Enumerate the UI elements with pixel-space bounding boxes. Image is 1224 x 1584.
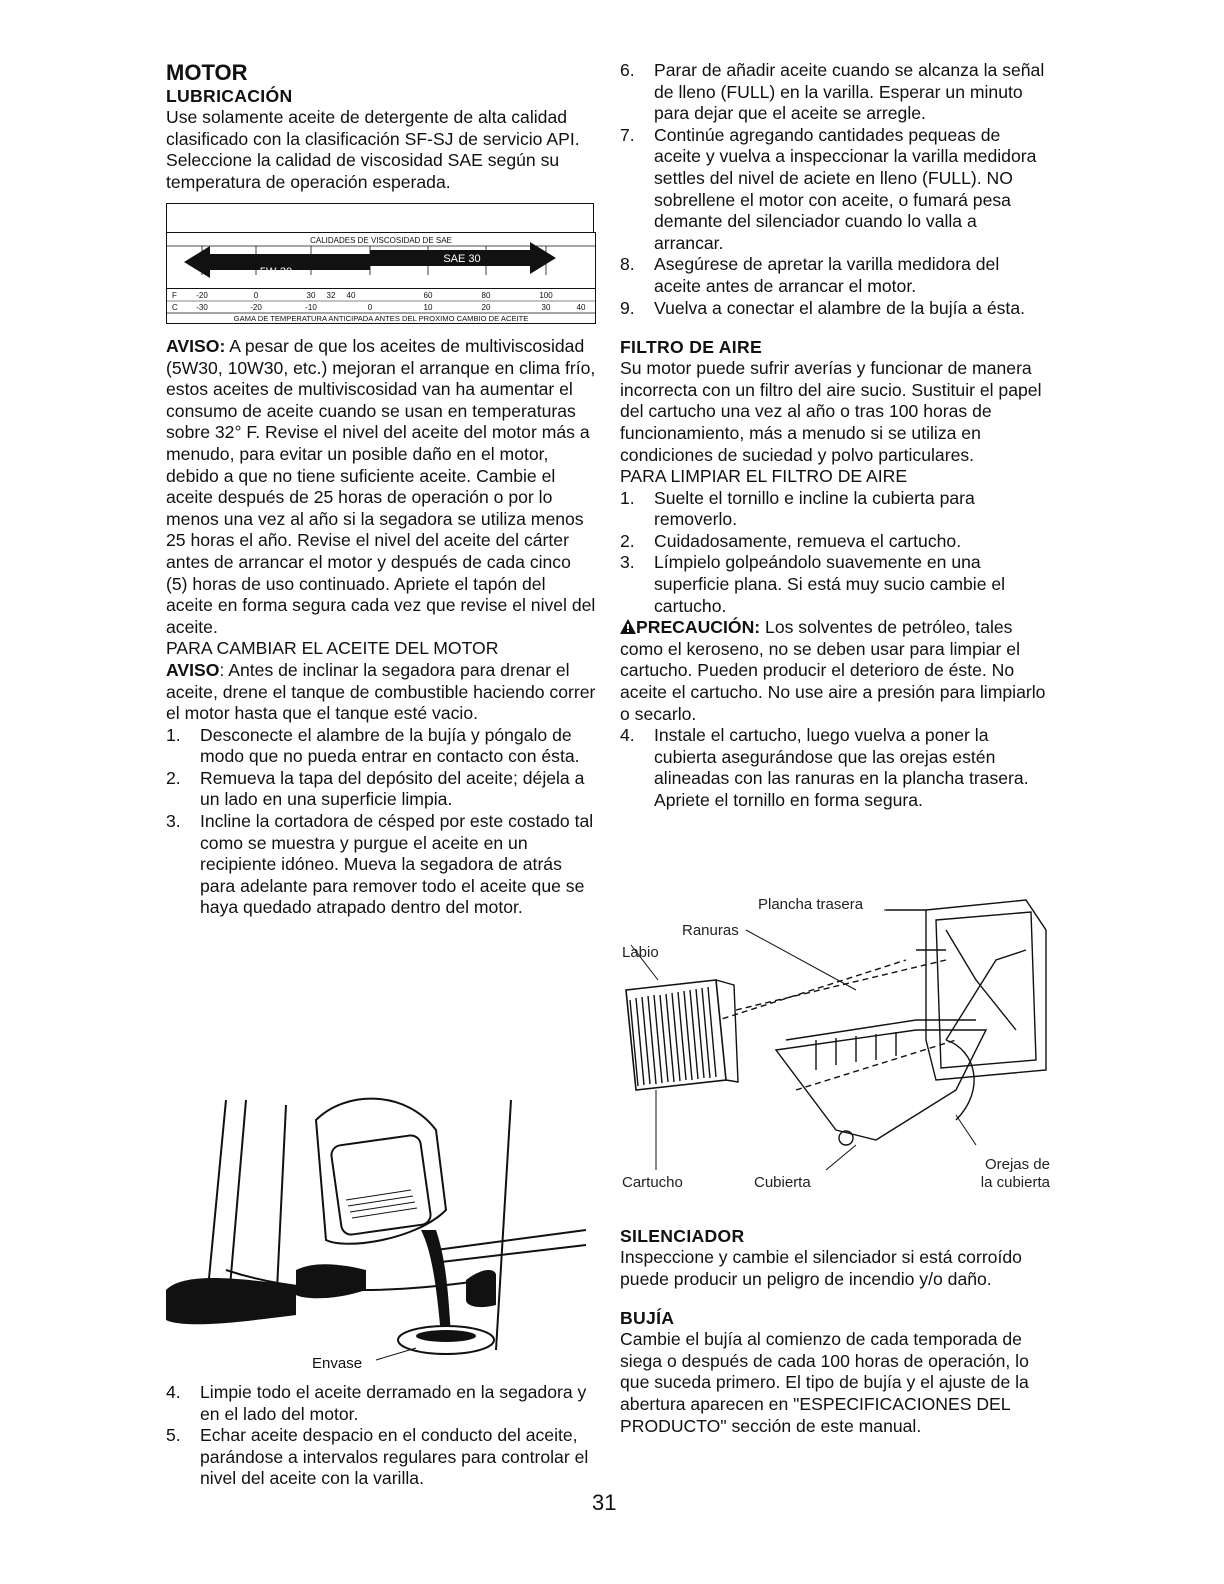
c-tick-label: 30 [541, 303, 551, 312]
precaucion-paragraph [620, 617, 1050, 725]
left-column-body [166, 336, 596, 919]
change-oil-heading: PARA CAMBIAR EL ACEITE DEL MOTOR [166, 638, 499, 659]
list-item [620, 298, 1050, 320]
list-item [620, 60, 1050, 125]
sae30-label: SAE 30 [443, 253, 481, 265]
filtro-paragraph: Su motor puede sufrir averías y funcionar de manera incorrecta con un filtro del aire sucio. Sustituir el papel del cartucho una vez al año o tras 100 horas de funcionamiento, más a menudo si se utiliza en condiciones de suciedad y polvo particulares. [620, 358, 1042, 465]
step-text: Vuelva a conectar el alambre de la bujía a ésta. [654, 297, 1025, 318]
aviso2-paragraph [166, 660, 596, 725]
c-label: C [172, 303, 178, 312]
steps-list-b [166, 1382, 596, 1490]
labio-label: Labio [622, 944, 659, 961]
plancha-label: Plancha trasera [758, 896, 864, 913]
c-tick-label: 0 [367, 303, 373, 312]
step-number: 6. [620, 60, 635, 80]
limpiar-heading: PARA LIMPIAR EL FILTRO DE AIRE [620, 466, 908, 487]
f-tick-label: 32 [326, 291, 336, 300]
orejas-label-2: la cubierta [980, 1174, 1050, 1191]
ranuras-label: Ranuras [682, 922, 739, 939]
chart-footer: GAMA DE TEMPERATURA ANTICIPADA ANTES DEL PROXIMO CAMBIO DE ACEITE [233, 314, 529, 323]
c-tick-label: 40 [576, 303, 586, 312]
bujia-paragraph: Cambie el bujía al comienzo de cada temporada de siega o después de cada 100 horas de operación, lo que suceda primero. El tipo de bujía y el ajuste de la abertura aparecen en "ESPECIFICACIONES DEL PRODUCTO" sección de este manual. [620, 1329, 1029, 1436]
list-item [166, 725, 596, 768]
f-tick-label: 0 [253, 291, 259, 300]
steps-list-a [166, 725, 596, 919]
step-number: 9. [620, 297, 635, 318]
step-number: 2. [620, 530, 635, 551]
step-number: 1. [166, 724, 181, 745]
step-number: 4. [620, 725, 635, 746]
right-column [620, 60, 1050, 812]
step-number: 2. [166, 767, 181, 788]
list-item [620, 488, 1050, 531]
steps-list-c [620, 60, 1050, 319]
f-tick-label: 60 [423, 291, 433, 300]
f-tick-label: 40 [346, 291, 356, 300]
cubierta-label: Cubierta [754, 1174, 811, 1191]
step-text: Echar aceite despacio en el conducto del aceite, parándose a intervalos regulares para controlar el nivel del aceite con la varilla. [200, 1425, 589, 1489]
precaucion-text: Los solventes de petróleo, tales como el keroseno, no se deben usar para limpiar el cartucho. Pueden producir el deterioro de éste. No aceite el cartucho. No use aire a presión para limpiarlo o secarlo. [620, 617, 1046, 724]
step-text: Remueva la tapa del depósito del aceite; déjela a un lado en una superficie limpia. [200, 767, 585, 810]
steps-list-d [620, 488, 1050, 618]
cartucho-label: Cartucho [622, 1174, 683, 1191]
step-text: Límpielo golpeándolo suavemente en una superficie plana. Si está muy sucio cambie el cartucho. [654, 552, 1006, 616]
step-text: Parar de añadir aceite cuando se alcanza la señal de lleno (FULL) en la varilla. Esperar un minuto para dejar que el aceite se arregle. [654, 60, 1045, 124]
step-number: 4. [166, 1382, 181, 1402]
c-tick-label: -10 [305, 303, 317, 312]
step-text: Suelte el tornillo e incline la cubierta para removerlo. [654, 487, 975, 530]
left-bottom [166, 1382, 596, 1490]
silenciador-title: SILENCIADOR [620, 1226, 745, 1246]
list-item [166, 811, 596, 919]
c-tick-label: 20 [481, 303, 491, 312]
list-item [620, 254, 1050, 297]
list-item [620, 125, 1050, 255]
list-item [166, 768, 596, 811]
subsection-title: LUBRICACIÓN [166, 86, 293, 106]
aviso-paragraph [166, 336, 596, 638]
step-number: 8. [620, 254, 635, 275]
chart-title: CALIDADES DE VISCOSIDAD DE SAE [310, 236, 452, 245]
precaucion-label: PRECAUCIÓN: [636, 617, 761, 638]
step-number: 5. [166, 1425, 181, 1446]
step-text: Cuidadosamente, remueva el cartucho. [654, 530, 962, 551]
f-tick-label: -20 [196, 291, 208, 300]
c-tick-label: -30 [196, 303, 208, 312]
f-tick-label: 30 [306, 291, 316, 300]
f-tick-label: 100 [539, 291, 553, 300]
right-bottom [620, 1226, 1050, 1437]
list-item [620, 552, 1050, 617]
f-label: F [172, 291, 177, 300]
sae-chart [166, 232, 596, 290]
oil-drain-illustration [166, 1090, 596, 1390]
air-filter-illustration [616, 890, 1056, 1200]
page-number: 31 [592, 1490, 617, 1515]
step-text: Continúe agregando cantidades pequeas de aceite y vuelva a inspeccionar la varilla medidora settles del nivel de aciete en lleno (FULL). NO sobrellene el motor con aceite, o fumará pesa demante del silenciador cuando lo valla a arrancar. [654, 124, 1037, 253]
orejas-label-1: Orejas de [984, 1156, 1050, 1173]
list-item [166, 1425, 596, 1490]
silenciador-paragraph: Inspeccione y cambie el silenciador si está corroído puede producir un peligro de incendio y/o daño. [620, 1247, 1022, 1289]
step-text: Limpie todo el aceite derramado en la segadora y en el lado del motor. [200, 1382, 587, 1424]
list-item [620, 531, 1050, 553]
step-number: 1. [620, 487, 635, 508]
filtro-title: FILTRO DE AIRE [620, 337, 763, 358]
steps-list-e [620, 725, 1050, 811]
envase-label: Envase [312, 1355, 363, 1372]
step-text: Instale el cartucho, luego vuelva a poner la cubierta asegurándose que las orejas estén alineadas con las ranuras en la plancha trasera. Apriete el tornillo en forma segura. [654, 725, 1029, 810]
5w30-label: 5W-30 [259, 266, 293, 278]
aviso-text: A pesar de que los aceites de multiviscosidad (5W30, 10W30, etc.) mejoran el arranque en clima frío, estos aceites de multiviscosidad van ha aumentar el consumo de aceite cuando se usan en temperaturas sobre 32° F. Revise el nivel del aceite del motor más a menudo, para evitar un posible daño en el motor, debido a que no tiene suficiente aceite. Cambie el aceite después de 25 horas de operación o por lo menos una vez al año si la segadora se utiliza menos 25 horas el año. Revise el nivel del aceite del cárter antes de arrancar el motor y después de cada cinco (5) horas de uso continuado. Apriete el tapón del aceite en forma segura cada vez que revise el nivel del aceite. [166, 336, 596, 637]
step-number: 3. [166, 811, 181, 832]
step-number: 7. [620, 124, 635, 145]
step-text: Desconecte el alambre de la bujía y póngalo de modo que no pueda entrar en contacto con ésta. [200, 724, 580, 767]
aviso2-label: AVISO [166, 659, 220, 680]
f-tick-label: 80 [481, 291, 491, 300]
section-title: MOTOR [166, 60, 248, 85]
c-tick-label: 10 [423, 303, 433, 312]
intro-paragraph: Use solamente aceite de detergente de alta calidad clasificado con la clasificación SF-SJ de servicio API. Seleccione la calidad de viscosidad SAE según su temperatura de operación esperada. [166, 107, 580, 192]
aviso2-text: : Antes de inclinar la segadora para drenar el aceite, drene el tanque de combustible haciendo correr el motor hasta que el tanque esté vacio. [166, 659, 596, 724]
aviso-label: AVISO: [166, 336, 226, 356]
bujia-title: BUJÍA [620, 1308, 675, 1329]
step-text: Incline la cortadora de césped por este costado tal como se muestra y purgue el aceite en un recipiente idóneo. Mueva la segadora de atrás para adelante para remover todo el aceite que se haya quedado atrapado dentro del motor. [200, 811, 594, 918]
sae-chart-scale [166, 288, 596, 324]
list-item [620, 725, 1050, 811]
step-number: 3. [620, 552, 635, 573]
list-item [166, 1382, 596, 1425]
c-tick-label: -20 [250, 303, 262, 312]
warning-icon [620, 619, 636, 634]
step-text: Asegúrese de apretar la varilla medidora del aceite antes de arrancar el motor. [654, 254, 1000, 296]
